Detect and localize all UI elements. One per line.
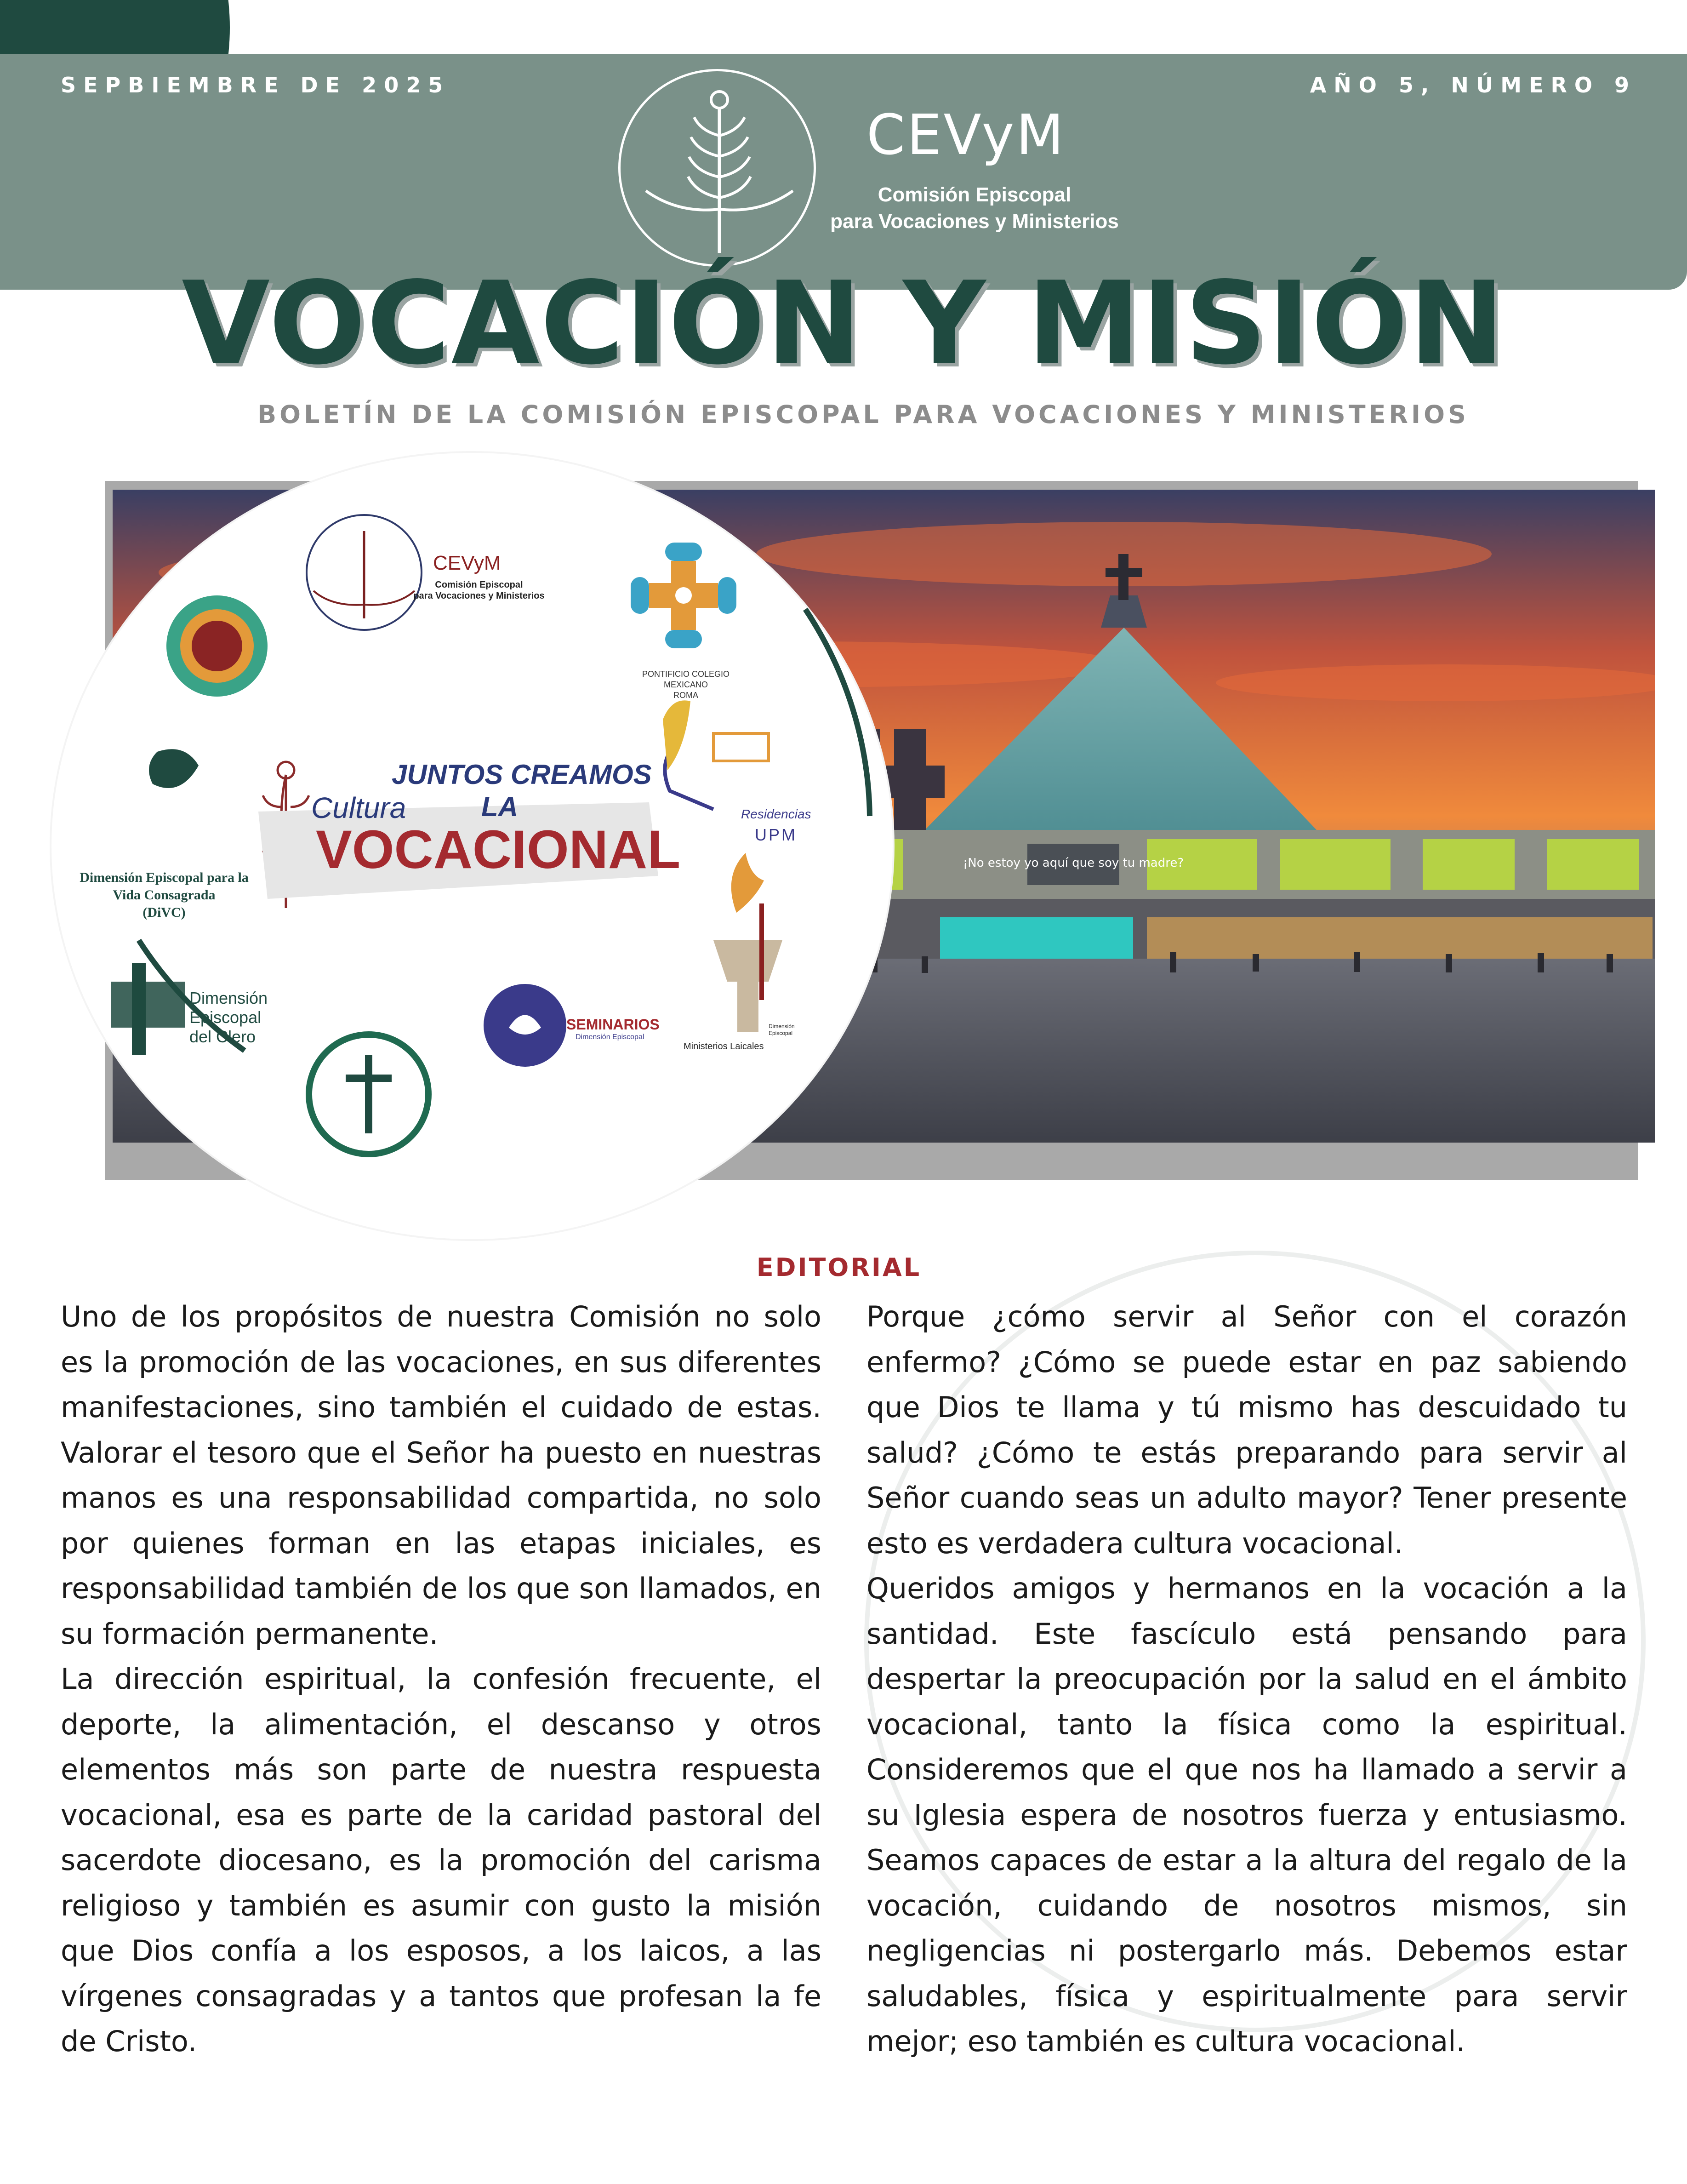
editorial-paragraph: Queridos amigos y hermanos en la vocación a la santidad. Este fascículo está pensando para despertar la preocupación por la salud en el ámbito vocacional, tanto la física como la espiritual. Consideremos que el que nos ha llamado a servir a su Iglesia espera de nosotros fuerza y entusiasmo. Seamos capaces de estar a la altura del regalo de la vocación, cuidando de nosotros mismos, sin negligencias ni postergarlo más. Debemos estar saludables, física y espiritualmente para servir mejor; eso también es cultura vocacional.	[866, 1572, 1627, 2058]
seminarios-subtitle: Dimensión Episcopal	[576, 1033, 644, 1041]
clero-line-3: del Clero	[189, 1027, 256, 1046]
cevym-logo-subtitle	[401, 579, 557, 601]
editorial-paragraph: La dirección espiritual, la confesión frecuente, el deporte, la alimentación, el descanso y otros elementos más son parte de nuestra respuesta vocacional, esa es parte de la caridad pastoral del sacerdote diocesano, es la promoción del carisma religioso y también es asumir con gusto la misión que Dios confía a los esposos, a los laicos, a las vírgenes consagradas y a tantos que profesan la fe de Cristo.	[61, 1662, 821, 2058]
brand-subtitle-line-1: Comisión Episcopal	[878, 183, 1071, 206]
editorial-paragraph: Uno de los propósitos de nuestra Comisión no solo es la promoción de las vocaciones, en sus diferentes manifestaciones, sino también el cuidado de estas. Valorar el tesoro que el Señor ha puesto en nuestras manos es una responsabilidad compartida, no solo por quienes forman en las etapas iniciales, es responsabilidad también de los que son llamados, en su formación permanente.	[61, 1300, 821, 1651]
seminarios-label: SEMINARIOS	[566, 1016, 660, 1033]
divc-label	[51, 869, 277, 921]
laicales-label: Ministerios Laicales	[684, 1041, 764, 1052]
pcm-logo-line-2: MEXICANO	[663, 680, 708, 689]
clero-label	[189, 989, 268, 1046]
editorial-heading: EDITORIAL	[756, 1253, 922, 1282]
cevym-wheat-logo-icon	[618, 69, 816, 267]
campaign-line-1: JUNTOS CREAMOS	[392, 759, 652, 790]
newsletter-subtitle: BOLETÍN DE LA COMISIÓN EPISCOPAL PARA VOCACIONES Y MINISTERIOS	[257, 400, 1469, 429]
photo-sign-text: ¡No estoy yo aquí que soy tu madre?	[963, 856, 1184, 870]
editorial-column-right	[866, 1294, 1627, 2064]
residencias-label: Residencias	[741, 807, 811, 821]
editorial-column-left	[61, 1294, 821, 2064]
brand-name: CEVyM	[866, 103, 1066, 167]
cevym-logo-name: CEVyM	[433, 552, 501, 574]
brand-subtitle-line-2: para Vocaciones y Ministerios	[830, 210, 1119, 233]
pcm-logo-label	[626, 669, 746, 701]
brand-subtitle	[814, 182, 1135, 235]
ministries-logo-circle	[51, 453, 893, 1239]
clero-line-2: Episcopal	[189, 1008, 262, 1027]
issue-number: AÑO 5, NÚMERO 9	[1310, 73, 1636, 97]
clero-line-1: Dimensión	[189, 989, 268, 1007]
issue-date: SEPBIEMBRE DE 2025	[61, 73, 450, 97]
campaign-line-2: LA	[481, 791, 518, 822]
divc-line-2: Vida Consagrada	[113, 887, 216, 903]
divc-line-3: (DiVC)	[142, 905, 186, 920]
newsletter-title: VOCACIÓN Y MISIÓN	[182, 257, 1505, 390]
cevym-logo-subtitle-line-1: Comisión Episcopal	[435, 580, 523, 590]
divc-line-1: Dimensión Episcopal para la	[80, 870, 249, 885]
campaign-line-4: VOCACIONAL	[316, 819, 681, 880]
cevym-logo-subtitle-line-2: para Vocaciones y Ministerios	[413, 591, 545, 601]
editorial-paragraph: Porque ¿cómo servir al Señor con el corazón enfermo? ¿Cómo se puede estar en paz sabiendo que Dios te llama y tú mismo has descuidado tu salud? ¿Cómo te estás preparando para servir al Señor cuando seas un adulto mayor? Tener presente esto es verdadera cultura vocacional.	[866, 1300, 1627, 1560]
pcm-logo-line-1: PONTIFICIO COLEGIO	[642, 669, 730, 679]
laicales-dimension-label: Dimensión Episcopal	[769, 1023, 795, 1036]
upm-label: UPM	[755, 825, 797, 844]
campaign-line-3: Cultura	[311, 791, 406, 824]
pcm-logo-line-3: ROMA	[673, 691, 698, 700]
